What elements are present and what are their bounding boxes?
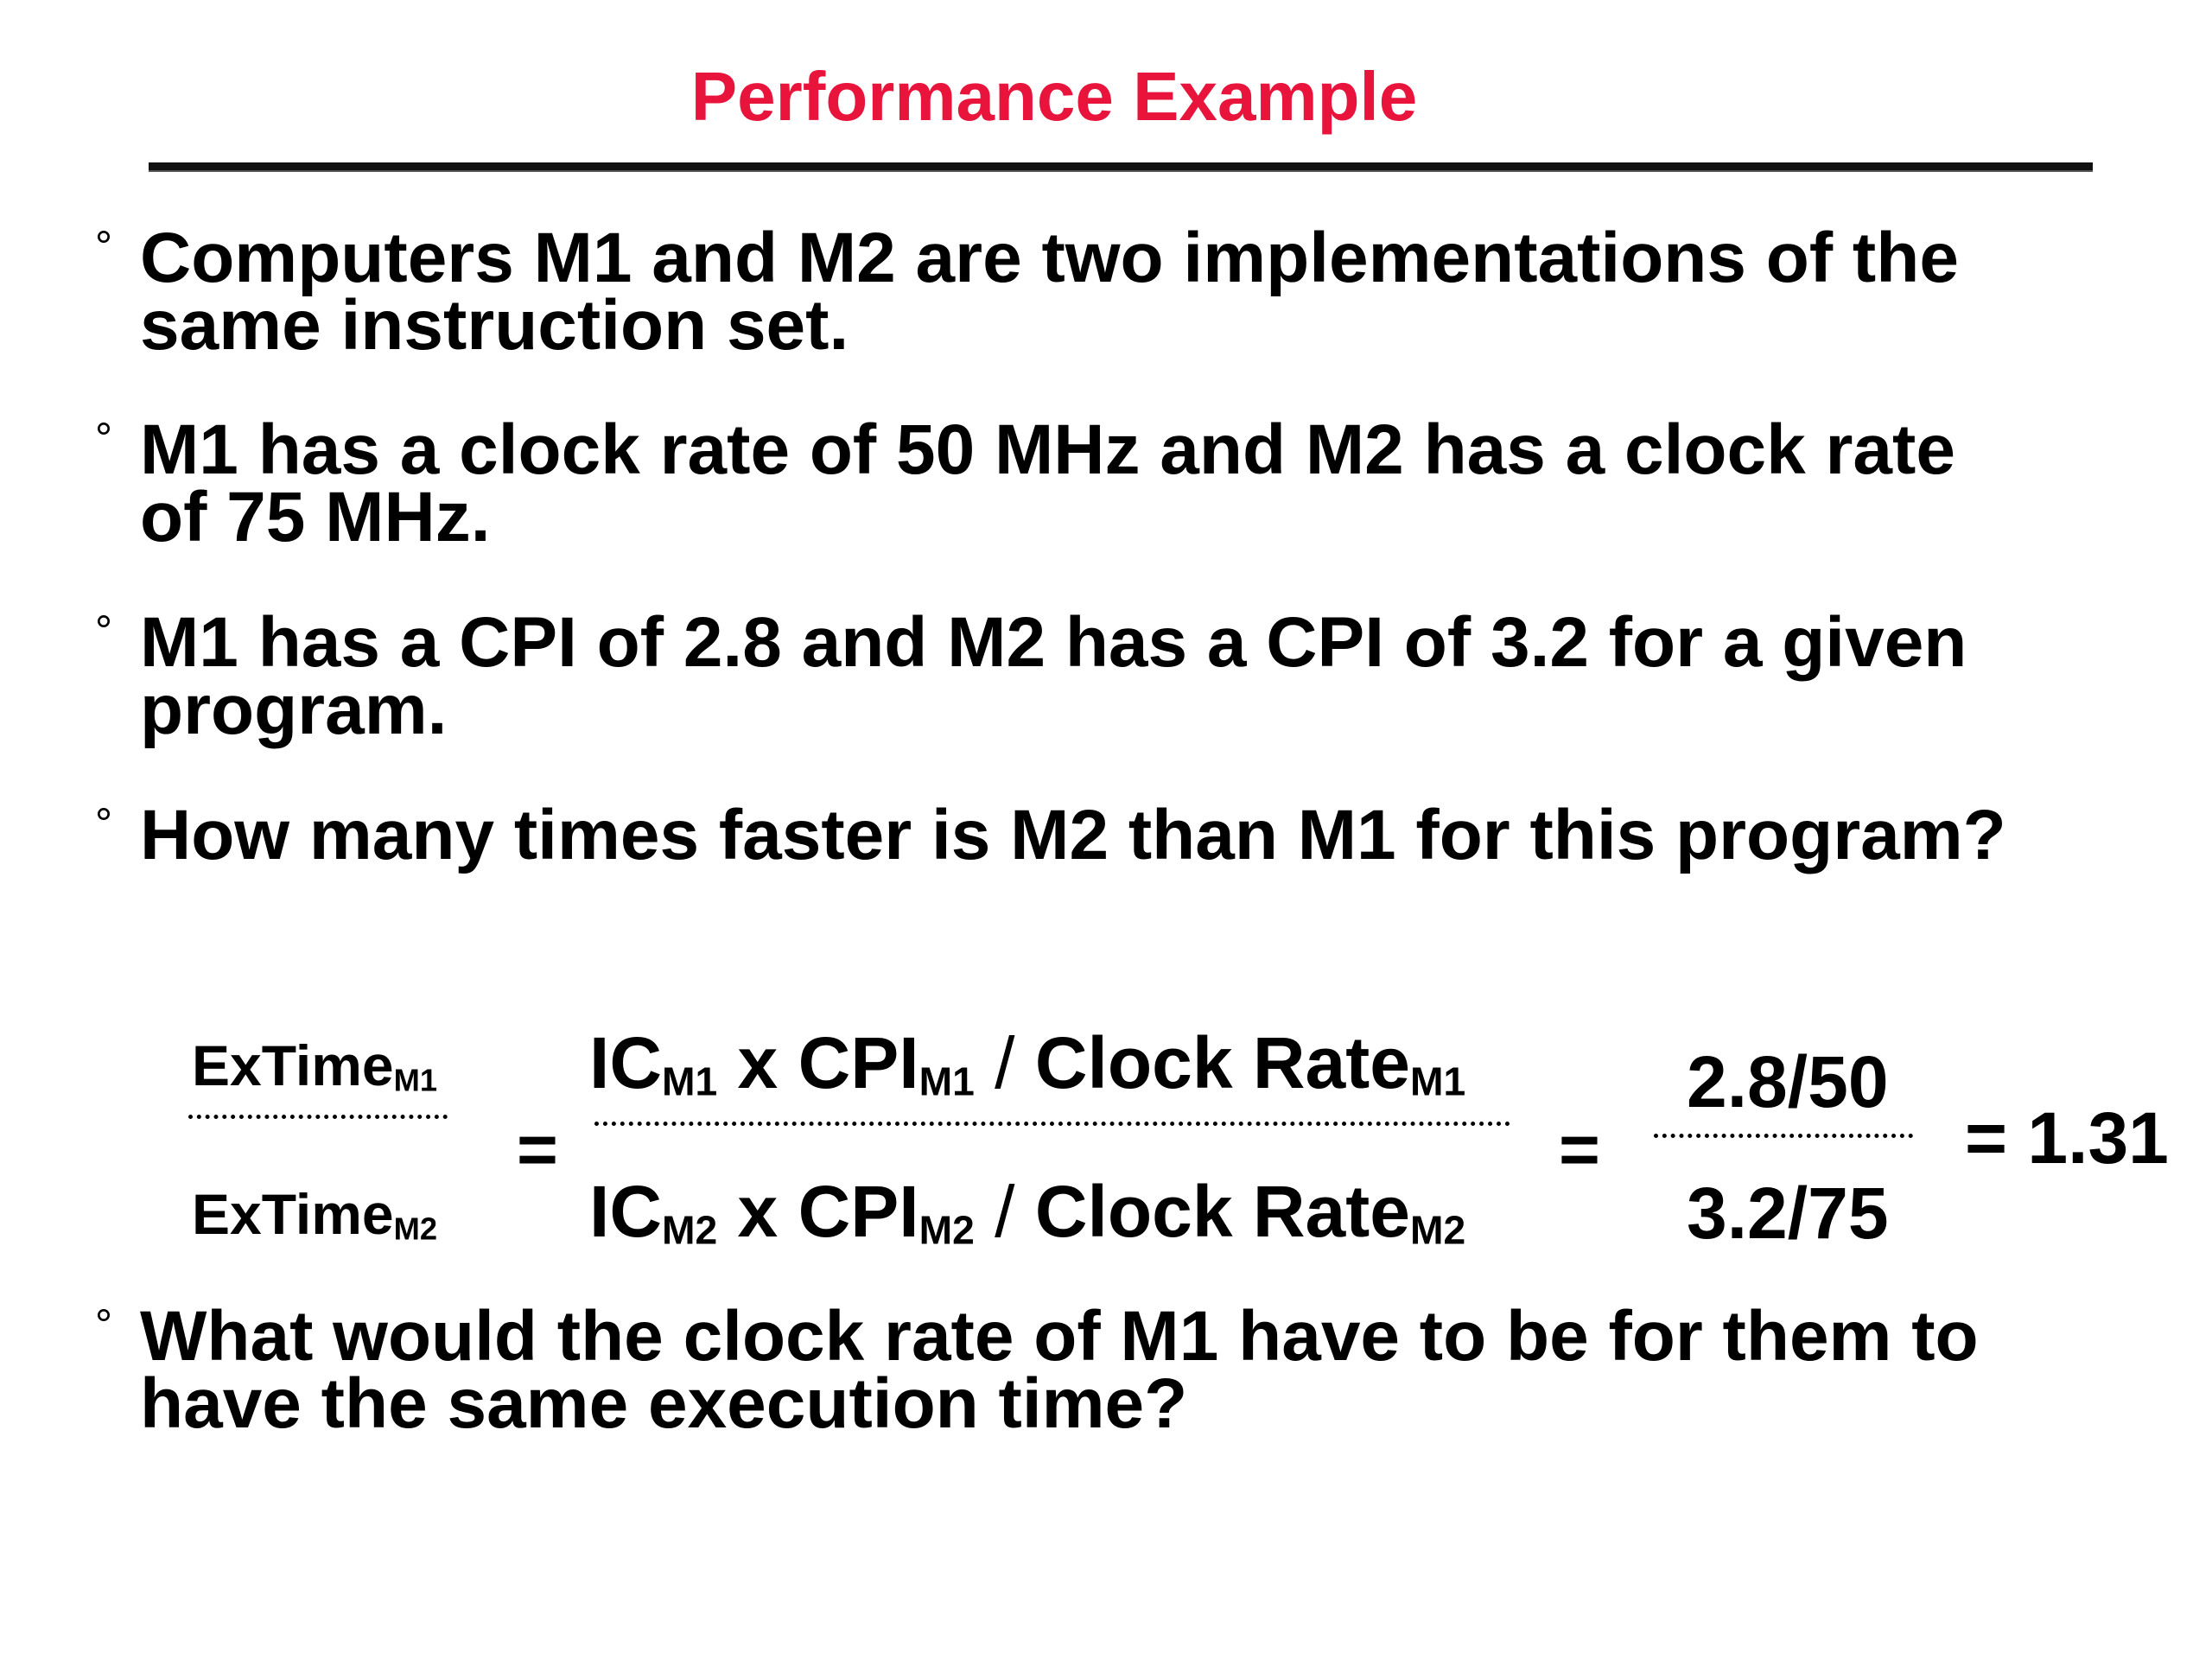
bullet-line: program. bbox=[140, 671, 448, 749]
bullet-marker: ° bbox=[95, 1300, 112, 1349]
equals-sign: = bbox=[517, 1110, 558, 1189]
bullet-line: How many times faster is M2 than M1 for this program? bbox=[140, 796, 2006, 874]
lhs-numerator: ExTime$_{M1}$ bbox=[192, 1033, 438, 1098]
bullet-line: M1 has a clock rate of 50 MHz and M2 has a clock rate bbox=[140, 410, 1955, 489]
lhs-fraction-bar bbox=[188, 1115, 448, 1119]
lhs-denominator: ExTime$_{M2}$ bbox=[192, 1182, 438, 1247]
bullet-marker: ° bbox=[95, 414, 112, 462]
bullet-marker: ° bbox=[95, 222, 112, 270]
bullet-marker: ° bbox=[95, 799, 112, 848]
slide-title: Performance Example bbox=[690, 58, 1418, 135]
bullet-line: What would the clock rate of M1 have to be for them to bbox=[140, 1297, 1979, 1376]
bullet-marker: ° bbox=[95, 607, 112, 655]
middle-fraction-bar bbox=[594, 1122, 1510, 1126]
bullet-line: same instruction set. bbox=[140, 286, 849, 365]
middle-denominator: $IC_{M2}$ x $CPI_{M2}$ / Clock Rate$_{M2}$ bbox=[589, 1171, 1466, 1253]
bullet-line: M1 has a CPI of 2.8 and M2 has a CPI of 3.2 for a given bbox=[140, 603, 1967, 682]
numeric-fraction-bar bbox=[1654, 1134, 1913, 1138]
equals-sign: = bbox=[1559, 1110, 1600, 1189]
middle-numerator: $IC_{M1}$ x $CPI_{M1}$ / Clock Rate$_{M1}$ bbox=[589, 1022, 1466, 1104]
numeric-denominator: 3.2/75 bbox=[1687, 1173, 1889, 1254]
title-underline bbox=[149, 162, 2093, 172]
speedup-result: = 1.31 bbox=[1965, 1097, 2169, 1179]
bullet-line: Computers M1 and M2 are two implementations of the bbox=[140, 219, 1959, 297]
bullet-line: of 75 MHz. bbox=[140, 478, 491, 556]
numeric-numerator: 2.8/50 bbox=[1687, 1041, 1889, 1122]
bullet-line: have the same execution time? bbox=[140, 1364, 1188, 1443]
